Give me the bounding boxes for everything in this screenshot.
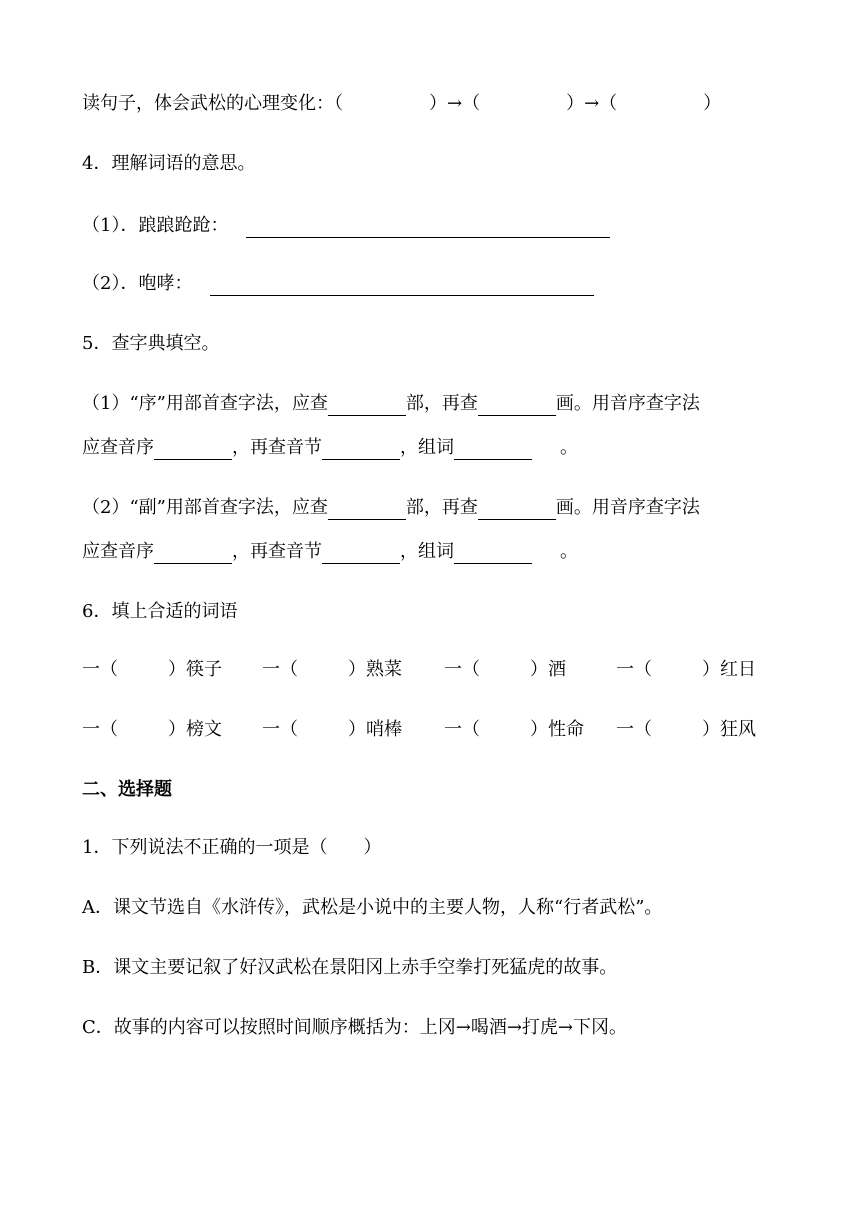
q5-item1-syllable-blank[interactable]: [322, 441, 400, 460]
q6-pre: 一（: [616, 659, 652, 680]
q5-item2-strokes-blank[interactable]: [478, 501, 556, 520]
q4-item1-answer-line[interactable]: [246, 221, 610, 238]
q6-row2-item2[interactable]: [262, 718, 402, 742]
q5-item2-text-d: 应查音序: [82, 541, 154, 562]
q5-item1-text-f: ，组词: [400, 437, 454, 458]
q6-row2-item3[interactable]: [444, 718, 584, 742]
q6-row2-item1[interactable]: [82, 718, 222, 742]
q5-item1-line2: [82, 436, 578, 460]
q4-item1-label: （1）．踉踉跄跄：: [82, 215, 229, 236]
q5-item1-strokes-blank[interactable]: [478, 397, 556, 416]
q5-title: 5．查字典填空。: [82, 333, 220, 354]
choice-q1-option-b[interactable]: B．课文主要记叙了好汉武松在景阳冈上赤手空拳打死猛虎的故事。: [82, 957, 618, 978]
q5-item2-text-b: 部，再查: [405, 497, 478, 518]
q4-title: 4．理解词语的意思。: [82, 153, 256, 174]
q5-item1-word-blank[interactable]: [454, 441, 532, 460]
q5-item2-radical-blank[interactable]: [328, 501, 406, 520]
section2-heading: 二、选择题: [82, 779, 172, 800]
q4-item2: [82, 272, 594, 296]
q5-item2-letter-blank[interactable]: [154, 545, 232, 564]
paren-arrow-1: ）→（: [429, 93, 481, 114]
choice-q1-option-a[interactable]: A．课文节选自《水浒传》，武松是小说中的主要人物，人称“行者武松”。: [82, 897, 663, 918]
q6-post: ）狂风: [702, 719, 756, 740]
q6-pre: 一（: [82, 719, 118, 740]
q5-item2-line1: [82, 496, 700, 520]
q5-item1-text-b: 部，再查: [405, 393, 478, 414]
q5-item2-line2: [82, 540, 578, 564]
q5-item1-line1: [82, 392, 700, 416]
q6-row1-item2[interactable]: [262, 658, 402, 682]
q6-pre: 一（: [444, 719, 480, 740]
q5-item2-syllable-blank[interactable]: [322, 545, 400, 564]
q4-item2-answer-line[interactable]: [210, 279, 594, 296]
paren-close: ）: [703, 93, 722, 114]
q6-title: 6．填上合适的词语: [82, 601, 238, 622]
q5-item2-text-f: ，组词: [400, 541, 454, 562]
q6-pre: 一（: [262, 719, 298, 740]
q5-item2-text-c: 画。用音序查字法: [555, 497, 700, 518]
q5-item1-text-g: 。: [560, 437, 578, 458]
q6-pre: 一（: [262, 659, 298, 680]
q5-item1-letter-blank[interactable]: [154, 441, 232, 460]
q6-pre: 一（: [82, 659, 118, 680]
q4-item2-label: （2）．咆哮：: [82, 273, 193, 294]
q6-row2-item4[interactable]: [616, 718, 756, 742]
q5-item2-text-g: 。: [560, 541, 578, 562]
q6-post: ）红日: [702, 659, 756, 680]
q5-item2-word-blank[interactable]: [454, 545, 532, 564]
q6-post: ）酒: [530, 659, 566, 680]
q6-post: ）性命: [530, 719, 584, 740]
q5-item1-text-c: 画。用音序查字法: [555, 393, 700, 414]
q6-post: ）筷子: [168, 659, 222, 680]
paren-arrow-2: ）→（: [566, 93, 618, 114]
q6-post: ）榜文: [168, 719, 222, 740]
q6-pre: 一（: [444, 659, 480, 680]
q5-item1-text-a: （1）“序”用部首查字法，应查: [82, 393, 328, 414]
q4-item1: [82, 214, 610, 238]
q6-pre: 一（: [616, 719, 652, 740]
q5-item1-text-d: 应查音序: [82, 437, 154, 458]
q6-row1-item4[interactable]: [616, 658, 756, 682]
q5-item2-text-a: （2）“副”用部首查字法，应查: [82, 497, 328, 518]
choice-q1-stem: 1．下列说法不正确的一项是（ ）: [82, 837, 382, 858]
q6-post: ）熟菜: [348, 659, 402, 680]
q6-row1-item3[interactable]: [444, 658, 566, 682]
q5-item2-text-e: ，再查音节: [232, 541, 322, 562]
q6-post: ）哨棒: [348, 719, 402, 740]
paren-open: （: [334, 93, 343, 114]
choice-q1-option-c[interactable]: C．故事的内容可以按照时间顺序概括为：上冈→喝酒→打虎→下冈。: [82, 1017, 628, 1038]
psych-change-line: [82, 92, 721, 116]
q5-item1-text-e: ，再查音节: [232, 437, 322, 458]
psych-change-text: 读句子，体会武松的心理变化：: [82, 93, 334, 114]
q6-row1-item1[interactable]: [82, 658, 222, 682]
q5-item1-radical-blank[interactable]: [328, 397, 406, 416]
